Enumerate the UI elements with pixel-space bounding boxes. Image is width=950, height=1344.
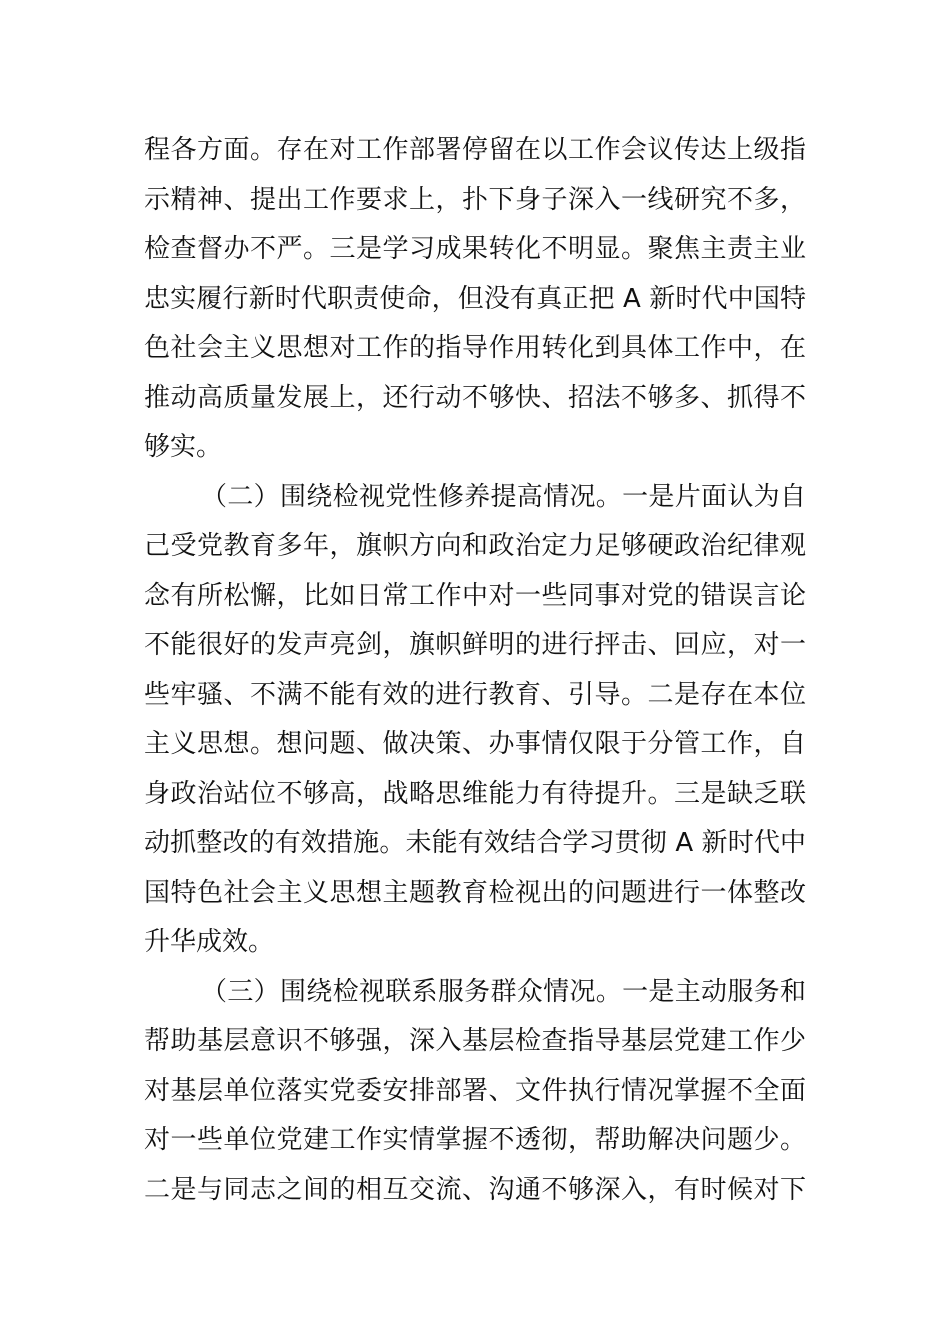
paragraph-section-2 xyxy=(144,473,806,968)
text-line: 色社会主义思想对工作的指导作用转化到具体工作中，在 xyxy=(144,333,806,363)
text-line: 念有所松懈，比如日常工作中对一些同事对党的错误言论 xyxy=(144,580,806,611)
text-line: 己受党教育多年，旗帜方向和政治定力足够硬政治纪律观 xyxy=(144,531,806,561)
text-line: 程各方面。存在对工作部署停留在以工作会议传达上级指 xyxy=(144,135,806,165)
text-line: 帮助基层意识不够强，深入基层检查指导基层党建工作少 xyxy=(144,1026,806,1056)
paragraph-section-3 xyxy=(144,968,806,1216)
text-line: 动抓整改的有效措施。未能有效结合学习贯彻 A 新时代中 xyxy=(144,828,806,858)
text-line: 些牢骚、不满不能有效的进行教育、引导。二是存在本位 xyxy=(144,679,806,710)
text-line: 身政治站位不够高，战略思维能力有待提升。三是缺乏联 xyxy=(144,778,806,809)
text-line: 忠实履行新时代职责使命，但没有真正把 A 新时代中国特 xyxy=(144,283,806,314)
text-line: 对基层单位落实党委安排部署、文件执行情况掌握不全面 xyxy=(144,1075,806,1106)
section-heading-line: （二）围绕检视党性修养提高情况。一是片面认为自 xyxy=(201,481,806,512)
text-line: 国特色社会主义思想主题教育检视出的问题进行一体整改 xyxy=(144,877,806,908)
text-line: 够实。 xyxy=(144,432,223,462)
text-line: 示精神、提出工作要求上，扑下身子深入一线研究不多， xyxy=(144,184,806,215)
paragraph-continuation xyxy=(144,126,806,473)
text-line: 不能很好的发声亮剑，旗帜鲜明的进行抨击、回应，对一 xyxy=(144,630,806,660)
text-line: 主义思想。想问题、做决策、办事情仅限于分管工作，自 xyxy=(144,729,806,759)
section-heading-line: （三）围绕检视联系服务群众情况。一是主动服务和 xyxy=(201,976,806,1007)
text-line: 对一些单位党建工作实情掌握不透彻，帮助解决问题少。 xyxy=(144,1125,806,1155)
text-line: 二是与同志之间的相互交流、沟通不够深入，有时候对下 xyxy=(144,1174,806,1205)
text-line: 推动高质量发展上，还行动不够快、招法不够多、抓得不 xyxy=(144,382,806,413)
text-line: 升华成效。 xyxy=(144,927,275,957)
text-line: 检查督办不严。三是学习成果转化不明显。聚焦主责主业 xyxy=(144,234,806,264)
document-body xyxy=(144,126,806,1215)
